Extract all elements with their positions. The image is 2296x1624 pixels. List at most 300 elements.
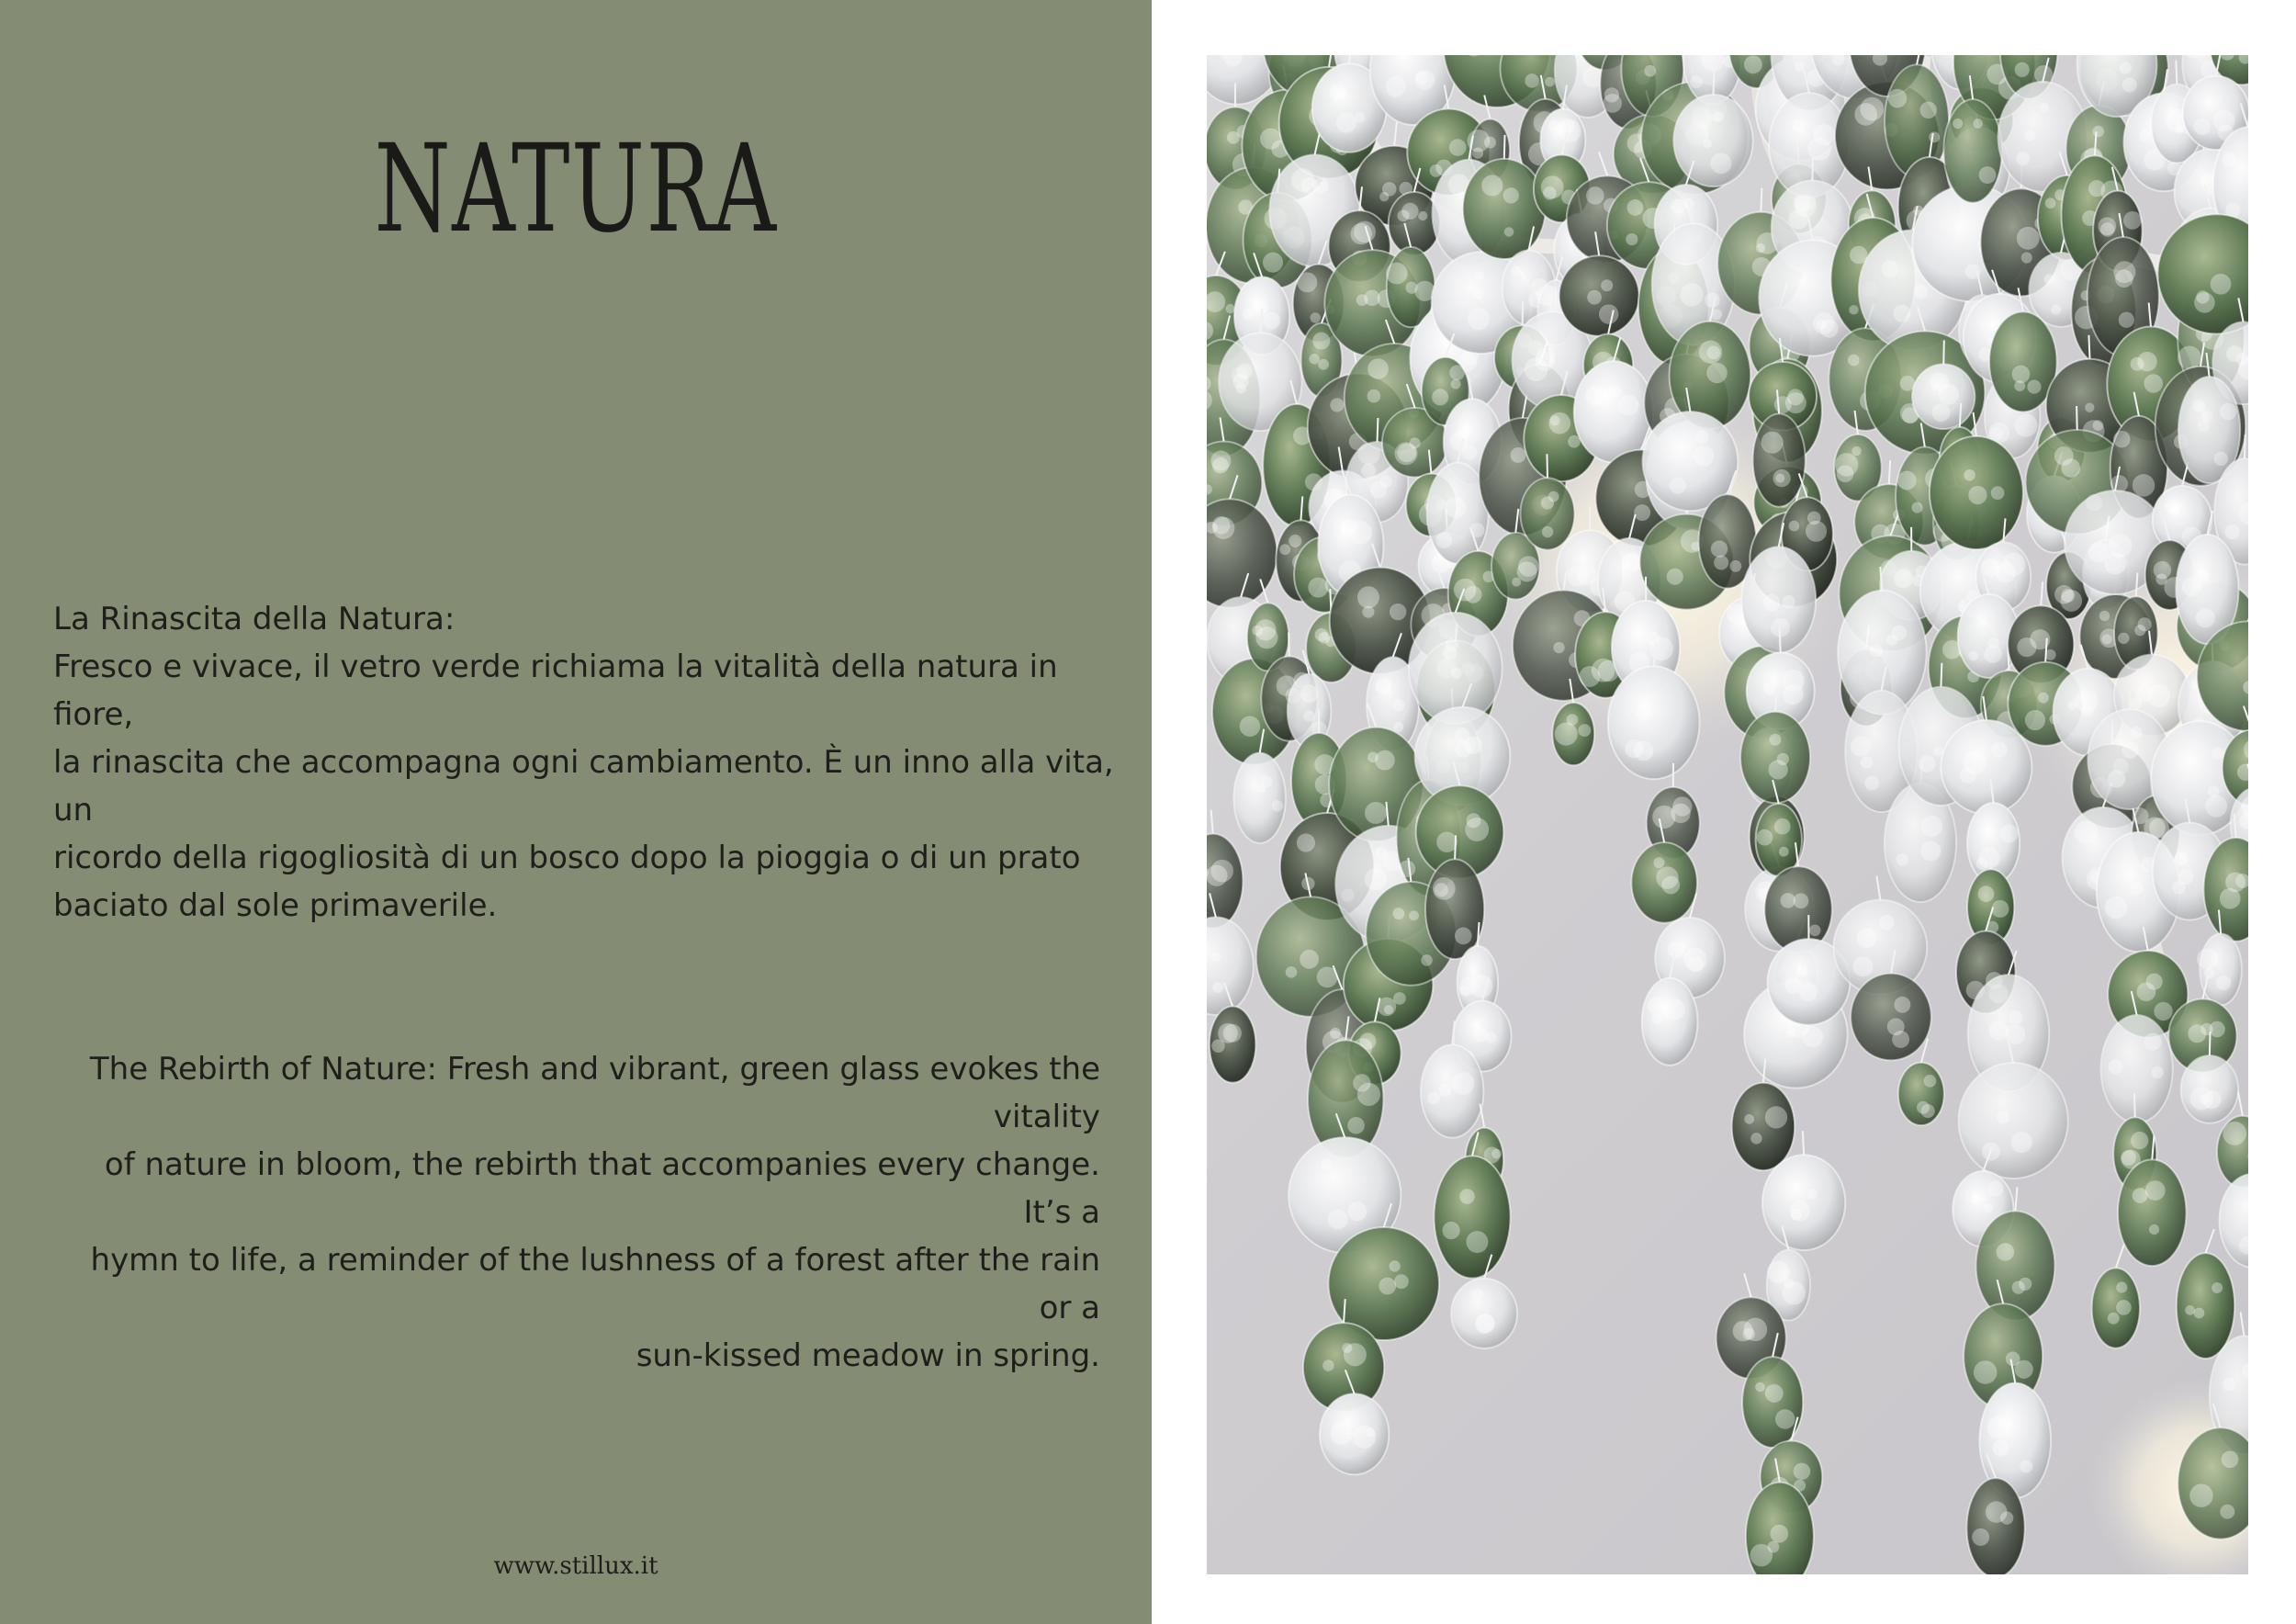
glass-highlight (2021, 252, 2032, 263)
glass-highlight (2131, 1132, 2148, 1149)
glass-highlight (1919, 102, 1937, 119)
glass-highlight (1367, 751, 1379, 762)
glass-highlight (1625, 739, 1643, 758)
glass-highlight (1893, 305, 1910, 322)
glass-highlight (2197, 948, 2218, 969)
glass-highlight (1986, 1501, 2008, 1523)
glass-highlight (1392, 908, 1404, 919)
glass-highlight (2054, 446, 2074, 466)
glass-highlight (1757, 829, 1773, 846)
glass-highlight (1661, 876, 1680, 895)
glass-highlight (1389, 1260, 1400, 1271)
glass-highlight (1309, 354, 1319, 364)
glass-highlight (1330, 398, 1344, 412)
glass-highlight (1370, 481, 1388, 499)
wire-link (1812, 157, 1813, 181)
glass-highlight (1617, 394, 1638, 415)
glass-highlight (1879, 915, 1895, 930)
glass-highlight (1586, 186, 1604, 205)
glass-highlight (1272, 800, 1283, 811)
glass-highlight (1690, 75, 1703, 88)
glass-highlight (1680, 283, 1703, 306)
glass-highlight (1439, 1084, 1452, 1097)
glass-highlight (1976, 857, 1989, 870)
wire-link (1713, 71, 1714, 95)
glass-highlight (2122, 77, 2137, 92)
glass-highlight (2220, 1505, 2234, 1519)
glass-highlight (1763, 594, 1781, 612)
glass-highlight (2019, 1278, 2032, 1291)
glass-highlight (1894, 570, 1913, 589)
wire-link (1455, 835, 1456, 859)
glass-highlight (1896, 853, 1908, 865)
glass-highlight (2196, 608, 2215, 627)
glass-highlight (1714, 555, 1728, 570)
glass-highlight (1474, 271, 1483, 280)
glass-highlight (1348, 521, 1372, 545)
glass-highlight (2225, 873, 2245, 893)
glass-disc (1608, 666, 1700, 779)
glass-highlight (2085, 403, 2094, 412)
glass-highlight (1924, 1075, 1937, 1088)
wire-link (1803, 1131, 1804, 1155)
glass-highlight (1782, 670, 1804, 692)
glass-highlight (2216, 976, 2231, 990)
glass-highlight (1984, 1203, 1993, 1212)
glass-highlight (1330, 1028, 1341, 1039)
glass-highlight (1789, 209, 1808, 229)
glass-highlight (1376, 678, 1392, 694)
glass-highlight (2119, 312, 2134, 328)
glass-highlight (1768, 760, 1787, 779)
glass-highlight (1894, 997, 1910, 1013)
wire-link (1943, 340, 1944, 364)
glass-highlight (1322, 1359, 1334, 1370)
glass-highlight (1365, 868, 1387, 890)
glass-disc (1673, 95, 1752, 186)
glass-highlight (1329, 85, 1345, 101)
glass-highlight (1870, 644, 1883, 657)
glass-highlight (1399, 861, 1415, 877)
glass-highlight (1364, 290, 1380, 307)
glass-highlight (1260, 128, 1281, 149)
wire-link (1775, 688, 1776, 712)
glass-highlight (1802, 1026, 1823, 1047)
glass-highlight (1385, 76, 1405, 96)
glass-highlight (1367, 358, 1389, 379)
glass-highlight (1318, 359, 1329, 370)
glass-highlight (1978, 885, 1995, 902)
glass-highlight (1670, 478, 1686, 494)
glass-highlight (1535, 351, 1555, 371)
glass-highlight (1663, 998, 1685, 1021)
wire-link (1960, 403, 1961, 427)
glass-highlight (1289, 535, 1301, 547)
glass-highlight (2081, 705, 2093, 716)
glass-highlight (1211, 953, 1221, 962)
glass-highlight (2015, 62, 2030, 77)
glass-highlight (1794, 1463, 1810, 1480)
glass-highlight (1243, 309, 1255, 321)
glass-highlight (1459, 1189, 1475, 1204)
glass-highlight (1750, 1133, 1761, 1144)
wire-link (2134, 1093, 2135, 1117)
glass-highlight (1668, 942, 1684, 958)
glass-highlight (1365, 1427, 1374, 1437)
glass-highlight (2120, 62, 2132, 73)
glass-highlight (1240, 716, 1261, 737)
glass-highlight (1699, 341, 1722, 364)
glass-highlight (1789, 521, 1800, 532)
glass-highlight (1775, 473, 1784, 482)
glass-highlight (1651, 1013, 1662, 1024)
wire-link (2238, 1092, 2243, 1116)
glass-highlight (1765, 1106, 1787, 1128)
glass-highlight (1644, 65, 1656, 77)
glass-highlight (1466, 1231, 1488, 1253)
glass-highlight (2166, 499, 2179, 513)
glass-highlight (1401, 203, 1418, 220)
glass-highlight (1919, 755, 1936, 773)
glass-highlight (2131, 881, 2144, 894)
glass-disc (1421, 1044, 1483, 1137)
glass-highlight (1992, 742, 2008, 758)
glass-highlight (1864, 776, 1879, 791)
glass-highlight (1375, 750, 1395, 771)
glass-highlight (2024, 130, 2035, 141)
glass-highlight (1835, 453, 1858, 476)
glass-highlight (1599, 304, 1618, 323)
glass-highlight (1328, 1209, 1348, 1229)
glass-highlight (2108, 534, 2132, 558)
glass-highlight (1297, 833, 1315, 851)
glass-highlight (1710, 152, 1731, 174)
glass-highlight (1797, 967, 1807, 977)
glass-highlight (1481, 175, 1503, 196)
glass-highlight (2222, 1450, 2239, 1468)
glass-highlight (1347, 1117, 1365, 1134)
glass-highlight (1344, 1343, 1367, 1366)
chandelier-illustration (1207, 55, 2248, 1574)
glass-highlight (1512, 578, 1521, 587)
glass-highlight (2145, 1180, 2166, 1201)
glass-highlight (2108, 1059, 2122, 1074)
glass-highlight (1991, 900, 2009, 918)
glass-highlight (1512, 265, 1522, 276)
glass-highlight (2193, 400, 2205, 412)
glass-highlight (1542, 526, 1553, 537)
glass-highlight (1421, 954, 1433, 966)
glass-highlight (1914, 285, 1928, 299)
glass-highlight (1744, 1318, 1767, 1341)
glass-highlight (2190, 1087, 2213, 1110)
glass-highlight (1987, 1416, 2009, 1438)
glass-highlight (1695, 430, 1709, 444)
glass-highlight (1997, 1111, 2009, 1123)
italian-line: la rinascita che accompagna ogni cambiamento. È un inno alla vita, un (53, 744, 1114, 829)
glass-highlight (1921, 816, 1942, 837)
glass-highlight (1987, 1180, 2003, 1196)
glass-highlight (2020, 1460, 2032, 1472)
wire-link (2205, 1229, 2213, 1253)
glass-highlight (1792, 118, 1806, 132)
glass-disc (1732, 1083, 1795, 1170)
glass-disc (1898, 1063, 1944, 1125)
glass-highlight (2185, 1305, 2195, 1315)
glass-highlight (1555, 723, 1578, 746)
page-title: NATURA (374, 118, 778, 260)
glass-disc (2118, 1159, 2187, 1266)
glass-highlight (1931, 403, 1950, 422)
glass-highlight (2012, 366, 2031, 384)
glass-highlight (2188, 1024, 2206, 1043)
glass-highlight (1649, 637, 1673, 660)
glass-highlight (1920, 840, 1941, 861)
glass-highlight (1887, 1018, 1905, 1035)
glass-highlight (2189, 1483, 2212, 1506)
glass-highlight (2152, 1066, 2164, 1078)
glass-highlight (1711, 540, 1728, 557)
glass-disc (1425, 859, 1484, 959)
glass-highlight (1451, 379, 1461, 389)
glass-disc (1753, 413, 1806, 506)
glass-highlight (1525, 73, 1539, 88)
glass-highlight (1929, 131, 1940, 142)
wire-link (2241, 1313, 2245, 1336)
glass-highlight (1451, 668, 1462, 679)
glass-highlight (1713, 111, 1724, 122)
glass-highlight (1971, 1194, 1980, 1203)
glass-highlight (2130, 727, 2143, 739)
glass-highlight (2154, 1002, 2172, 1021)
glass-highlight (1394, 1274, 1409, 1289)
glass-highlight (1671, 804, 1690, 823)
glass-highlight (2175, 852, 2189, 866)
glass-highlight (2122, 742, 2139, 759)
glass-highlight (1300, 950, 1319, 969)
glass-highlight (1351, 223, 1372, 244)
glass-highlight (2146, 974, 2163, 990)
glass-highlight (1854, 103, 1877, 126)
glass-highlight (1973, 118, 1983, 129)
glass-highlight (2113, 261, 2135, 283)
italian-line: ricordo della rigogliosità di un bosco dopo la pioggia o di un prato (53, 840, 1081, 876)
glass-highlight (1706, 363, 1728, 384)
glass-highlight (1964, 469, 1975, 481)
glass-highlight (2213, 109, 2235, 131)
glass-highlight (2220, 403, 2237, 421)
wire-link (2041, 581, 2043, 605)
glass-disc (2177, 1253, 2234, 1359)
glass-highlight (1763, 682, 1777, 695)
english-line: of nature in bloom, the rebirth that accompanies every change. It’s a (104, 1146, 1100, 1231)
glass-highlight (1705, 292, 1719, 307)
glass-highlight (1386, 263, 1408, 285)
wire-link (1547, 454, 1548, 478)
glass-highlight (1729, 560, 1741, 572)
glass-highlight (1744, 1114, 1754, 1124)
glass-highlight (1503, 187, 1519, 203)
glass-highlight (1263, 253, 1283, 273)
glass-highlight (2225, 524, 2240, 539)
glass-highlight (2093, 126, 2104, 137)
glass-highlight (1861, 756, 1873, 768)
glass-highlight (1856, 929, 1876, 949)
glass-highlight (1256, 784, 1266, 794)
glass-highlight (2182, 577, 2201, 596)
glass-highlight (1263, 312, 1280, 330)
glass-highlight (1468, 308, 1490, 330)
glass-highlight (1436, 832, 1458, 853)
glass-highlight (1347, 1201, 1367, 1221)
glass-highlight (1472, 147, 1483, 158)
glass-highlight (1336, 112, 1356, 132)
glass-highlight (1395, 442, 1418, 465)
wire-link (1889, 460, 1890, 484)
glass-highlight (1548, 491, 1559, 502)
italian-heading: La Rinascita della Natura: (53, 601, 456, 637)
glass-highlight (1255, 626, 1277, 648)
glass-highlight (1548, 412, 1570, 434)
glass-highlight (1774, 818, 1791, 835)
glass-highlight (2027, 380, 2041, 394)
glass-highlight (1451, 1072, 1474, 1095)
wire-link (1211, 810, 1213, 834)
glass-highlight (2045, 197, 2056, 209)
glass-highlight (2016, 152, 2030, 165)
glass-highlight (1414, 70, 1435, 90)
glass-disc (1941, 720, 2032, 814)
glass-highlight (1782, 1281, 1805, 1304)
glass-highlight (1637, 704, 1653, 720)
glass-highlight (1992, 1439, 2009, 1456)
glass-highlight (2133, 474, 2155, 496)
glass-highlight (1997, 1243, 2014, 1260)
wire-link (2088, 335, 2089, 359)
english-line: sun-kissed meadow in spring. (636, 1337, 1100, 1374)
glass-highlight (2067, 701, 2077, 710)
glass-highlight (1790, 1201, 1810, 1222)
glass-highlight (2209, 1021, 2224, 1037)
glass-highlight (1321, 1158, 1333, 1170)
glass-highlight (2130, 697, 2142, 709)
glass-highlight (1813, 312, 1835, 334)
glass-highlight (2105, 897, 2128, 919)
glass-highlight (1984, 646, 2001, 663)
glass-highlight (1365, 802, 1387, 824)
glass-highlight (1466, 813, 1480, 828)
glass-highlight (1996, 562, 2016, 582)
glass-disc (1642, 978, 1698, 1066)
wire-link (1780, 628, 1781, 652)
glass-highlight (1848, 355, 1860, 367)
glass-highlight (1767, 1541, 1779, 1553)
glass-highlight (2194, 292, 2215, 313)
glass-highlight (1504, 227, 1514, 236)
glass-highlight (2223, 1122, 2246, 1145)
glass-highlight (1331, 1422, 1353, 1444)
glass-highlight (1312, 333, 1330, 350)
glass-highlight (2011, 1132, 2032, 1153)
glass-disc (2181, 1055, 2238, 1123)
glass-highlight (1761, 432, 1784, 454)
glass-disc (1434, 1156, 1510, 1278)
glass-highlight (1667, 569, 1683, 585)
glass-highlight (1286, 966, 1298, 978)
glass-highlight (1775, 1409, 1795, 1429)
english-description (53, 1045, 1100, 1380)
glass-highlight (1545, 77, 1555, 87)
glass-highlight (1223, 1024, 1242, 1043)
wire-link (1744, 1273, 1751, 1297)
glass-highlight (2025, 710, 2045, 730)
glass-highlight (2226, 345, 2243, 362)
glass-highlight (1938, 384, 1959, 405)
glass-highlight (1917, 1101, 1930, 1114)
glass-highlight (1454, 579, 1477, 602)
glass-highlight (2139, 130, 2150, 141)
glass-highlight (1449, 139, 1467, 156)
wire-link (1378, 418, 1379, 442)
glass-highlight (2017, 227, 2040, 250)
website-link[interactable]: www.stillux.it (493, 1552, 658, 1580)
glass-highlight (1579, 666, 1600, 687)
wire-link (1523, 301, 1524, 325)
glass-highlight (2116, 1281, 2127, 1292)
glass-disc (1975, 1211, 2054, 1320)
glass-disc (1943, 99, 2002, 203)
glass-highlight (1427, 1092, 1440, 1105)
glass-highlight (2039, 102, 2049, 112)
glass-highlight (2009, 1010, 2022, 1024)
glass-highlight (1806, 521, 1827, 542)
glass-highlight (1236, 364, 1252, 379)
glass-highlight (1852, 956, 1873, 976)
glass-highlight (1357, 1083, 1380, 1106)
glass-highlight (1553, 642, 1564, 653)
glass-highlight (2108, 770, 2125, 787)
glass-highlight (2144, 374, 2164, 393)
glass-disc (1463, 159, 1546, 259)
glass-highlight (1851, 446, 1861, 456)
glass-highlight (1435, 532, 1452, 548)
glass-highlight (1475, 1314, 1495, 1334)
glass-highlight (1968, 486, 1986, 504)
glass-highlight (1787, 389, 1804, 405)
wire-link (2116, 1244, 2124, 1268)
glass-disc (2157, 214, 2248, 333)
glass-highlight (1310, 312, 1321, 323)
glass-highlight (2075, 820, 2099, 844)
glass-highlight (1409, 910, 1419, 920)
glass-highlight (1279, 544, 1290, 555)
glass-highlight (2172, 881, 2186, 895)
glass-highlight (2108, 1313, 2120, 1325)
glass-highlight (1442, 1222, 1459, 1239)
glass-highlight (1683, 948, 1707, 972)
glass-highlight (1485, 1032, 1496, 1043)
glass-highlight (1473, 288, 1484, 299)
glass-highlight (1770, 1525, 1788, 1543)
wire-link (2015, 1187, 2017, 1211)
glass-highlight (1382, 182, 1396, 196)
glass-disc (1959, 1063, 2068, 1179)
english-line: The Rebirth of Nature: Fresh and vibrant, green glass evokes the vitality (89, 1051, 1100, 1135)
glass-highlight (1799, 983, 1818, 1001)
glass-highlight (2197, 569, 2210, 581)
glass-highlight (1627, 199, 1644, 216)
italian-line: baciato dal sole primaverile. (53, 887, 498, 924)
